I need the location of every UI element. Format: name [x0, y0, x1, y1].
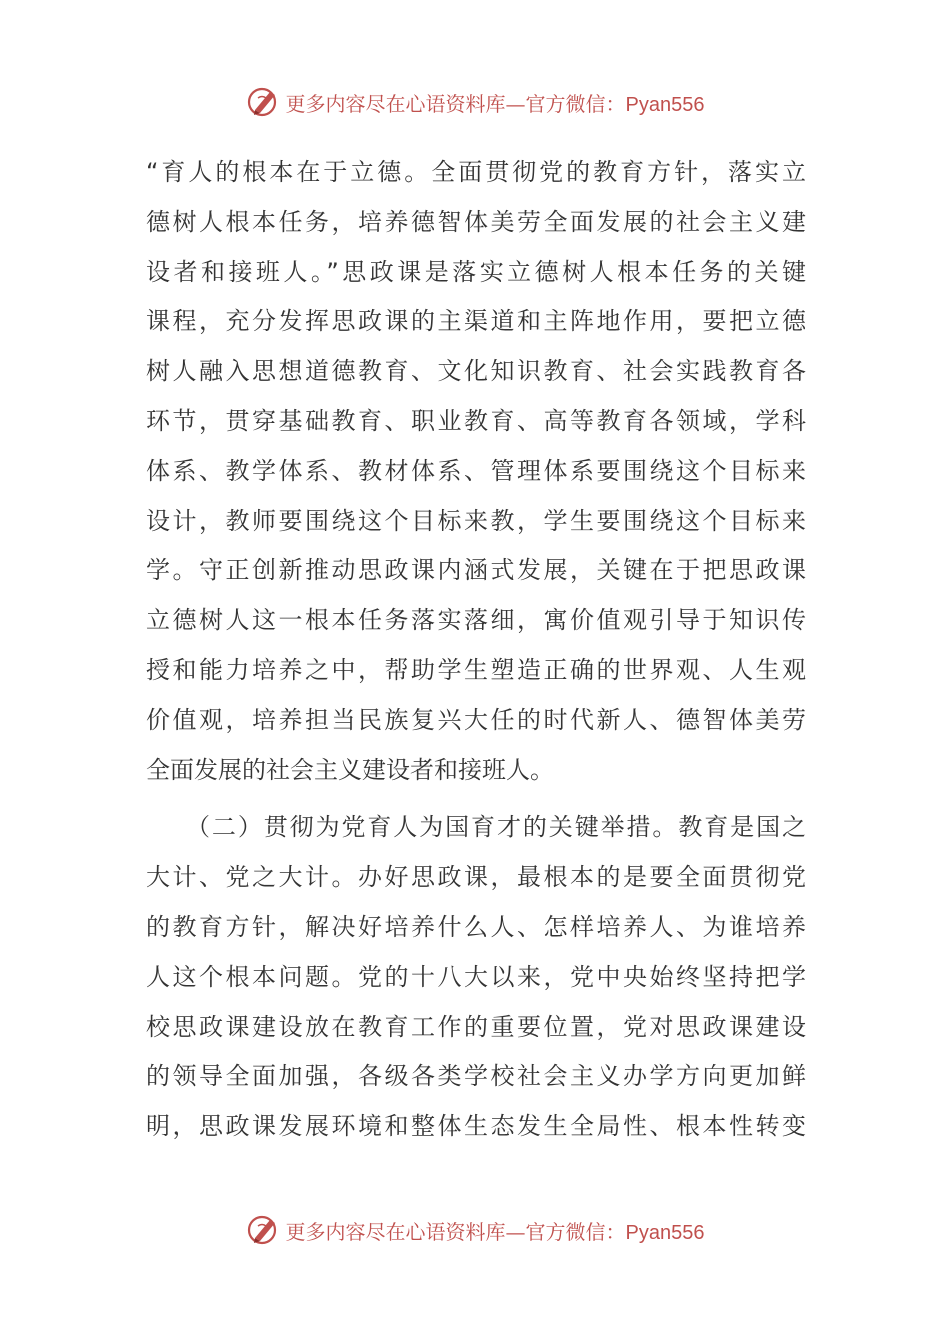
header-banner-text	[286, 88, 705, 117]
text-line: 的领导全面加强，各级各类学校社会主义办学方向更加鲜	[146, 1062, 806, 1091]
text-line: 体系、教学体系、教材体系、管理体系要围绕这个目标来	[146, 456, 806, 485]
pen-logo-icon	[246, 1212, 282, 1248]
header-banner	[0, 82, 950, 122]
text-line: （二）贯彻为党育人为国育才的关键举措。教育是国之	[186, 813, 806, 842]
text-line: 树人融入思想道德教育、文化知识教育、社会实践教育各	[146, 357, 806, 386]
pen-logo-icon	[246, 84, 282, 120]
text-line: 校思政课建设放在教育工作的重要位置，党对思政课建设	[146, 1012, 806, 1041]
text-line: 授和能力培养之中，帮助学生塑造正确的世界观、人生观	[146, 655, 806, 684]
text-line: 立德树人这一根本任务落实落细，寓价值观引导于知识传	[146, 606, 806, 635]
text-line: 的教育方针，解决好培养什么人、怎样培养人、为谁培养	[146, 912, 806, 941]
text-line: 德树人根本任务，培养德智体美劳全面发展的社会主义建	[146, 207, 806, 236]
text-line: 明，思政课发展环境和整体生态发生全局性、根本性转变	[146, 1112, 806, 1141]
header-banner-label: 更多内容尽在心语资料库—官方微信：	[285, 91, 626, 116]
footer-wechat-id: Pyan556	[625, 1221, 705, 1244]
footer-banner	[0, 1210, 950, 1250]
document-body	[146, 148, 806, 1152]
text-line: 大计、党之大计。办好思政课，最根本的是要全面贯彻党	[146, 863, 806, 892]
header-wechat-id: Pyan556	[625, 93, 705, 116]
paragraph-gap	[146, 795, 806, 803]
text-line: 环节，贯穿基础教育、职业教育、高等教育各领域，学科	[146, 406, 806, 435]
text-line: 课程，充分发挥思政课的主渠道和主阵地作用，要把立德	[146, 307, 806, 336]
text-line: 全面发展的社会主义建设者和接班人。	[146, 755, 554, 784]
text-line: 人这个根本问题。党的十八大以来，党中央始终坚持把学	[146, 962, 806, 991]
footer-banner-label: 更多内容尽在心语资料库—官方微信：	[285, 1219, 626, 1244]
text-line: 学。守正创新推动思政课内涵式发展，关键在于把思政课	[146, 556, 806, 585]
paragraph-1	[146, 148, 806, 795]
text-line: 价值观，培养担当民族复兴大任的时代新人、德智体美劳	[146, 705, 806, 734]
text-line: 设计，教师要围绕这个目标来教，学生要围绕这个目标来	[146, 506, 806, 535]
text-line: 设者和接班人。”思政课是落实立德树人根本任务的关键	[146, 257, 806, 286]
text-line: “育人的根本在于立德。全面贯彻党的教育方针，落实立	[146, 158, 806, 186]
footer-banner-text	[286, 1216, 705, 1245]
paragraph-2	[146, 803, 806, 1152]
